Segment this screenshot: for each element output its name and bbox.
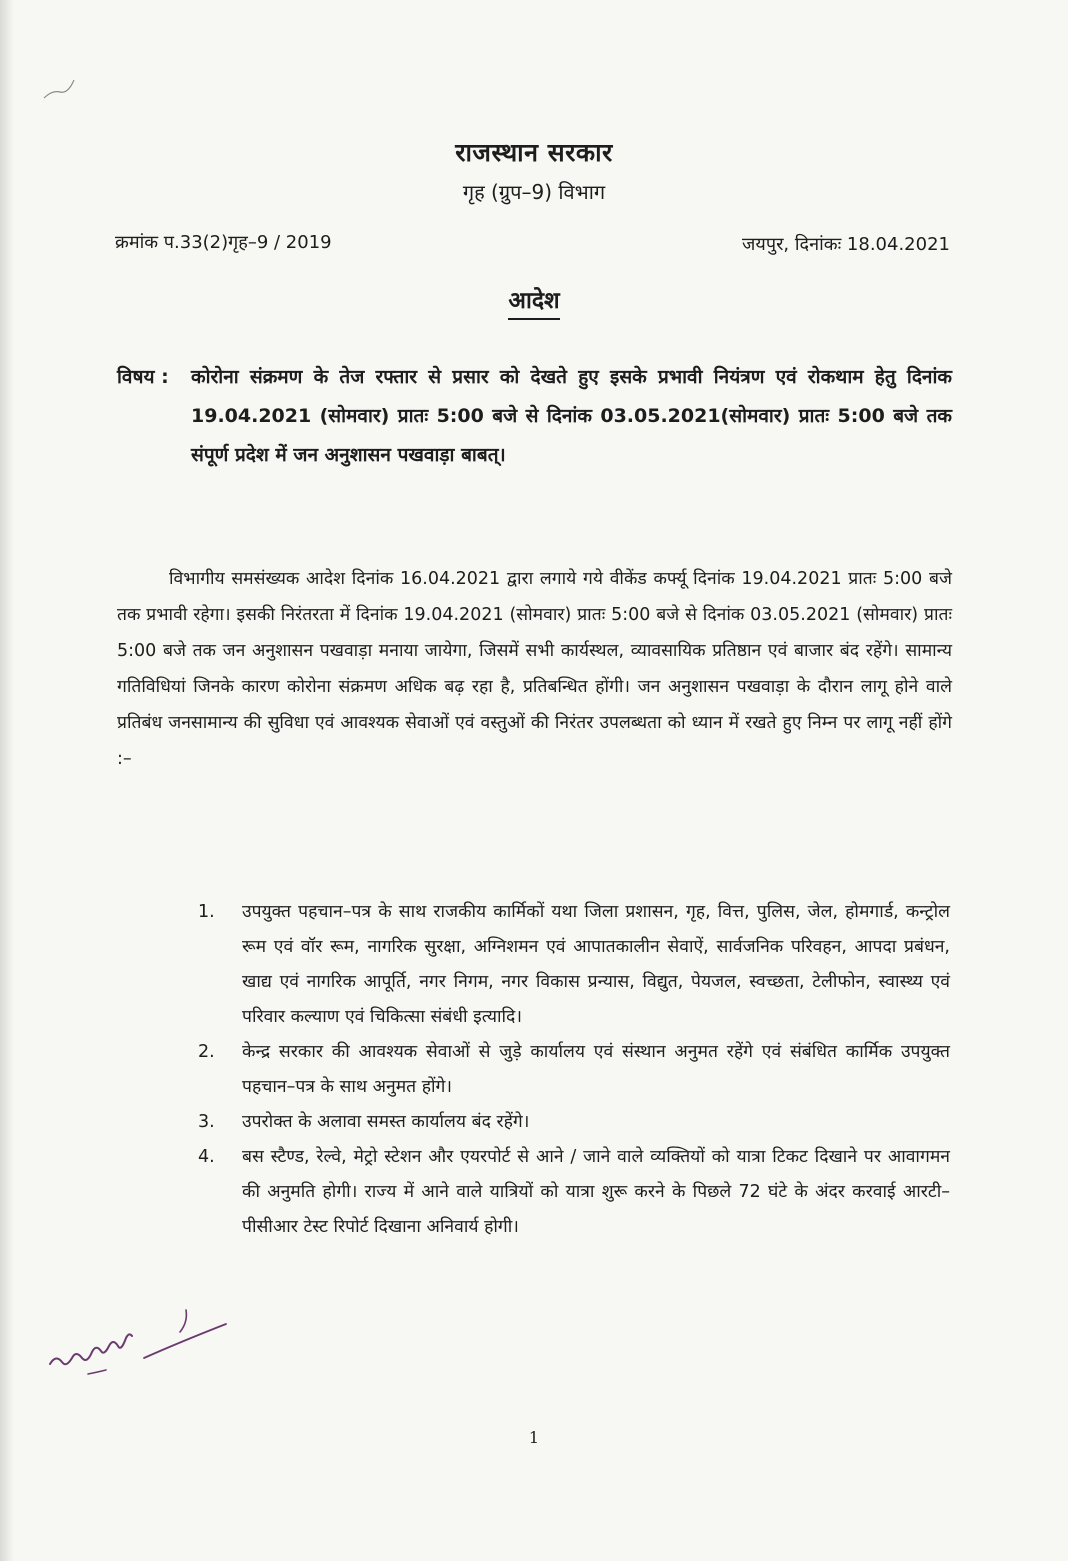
exemption-text: केन्द्र सरकार की आवश्यक सेवाओं से जुड़े कार्यालय एवं संस्थान अनुमत रहेंगे एवं संबंधित कार्मिक उपयुक्त पहचान–पत्र के साथ अनुमत होंगे। bbox=[242, 1042, 950, 1097]
handwritten-signature bbox=[40, 1302, 240, 1392]
order-date: जयपुर, दिनांकः 18.04.2021 bbox=[742, 234, 950, 255]
exemption-number: 2. bbox=[198, 1042, 215, 1062]
order-body-paragraph: विभागीय समसंख्यक आदेश दिनांक 16.04.2021 द्वारा लगाये गये वीकेंड कर्फ्यू दिनांक 19.04.2021 प्रातः 5:00 बजे तक प्रभावी रहेगा। इसकी निरंतरता में दिनांक 19.04.2021 (सोमवार) प्रातः 5:00 बजे से दिनांक 03.05.2021 (सोमवार) प्रातः 5:00 बजे तक जन अनुशासन पखवाड़ा मनाया जायेगा, जिसमें सभी कार्यस्थल, व्यावसायिक प्रतिष्ठान एवं बाजार बंद रहेंगे। सामान्य गतिविधियां जिनके कारण कोरोना संक्रमण अधिक बढ़ रहा है, प्रतिबन्धित होंगी। जन अनुशासन पखवाड़ा के दौरान लागू होने वाले प्रतिबंध जनसामान्य की सुविधा एवं आवश्यक सेवाओं एवं वस्तुओं की निरंतर उपलब्धता को ध्यान में रखते हुए निम्न पर लागू नहीं होंगे :– bbox=[117, 569, 952, 769]
order-heading-text: आदेश bbox=[508, 288, 559, 320]
exemption-text: उपरोक्त के अलावा समस्त कार्यालय बंद रहेंगे। bbox=[242, 1112, 530, 1132]
exemption-item bbox=[198, 1105, 950, 1140]
government-title: राजस्थान सरकार bbox=[455, 138, 613, 167]
exemption-item bbox=[198, 1035, 950, 1105]
exemption-item bbox=[198, 895, 950, 1035]
exemption-number: 3. bbox=[198, 1112, 215, 1132]
pen-mark-icon bbox=[40, 72, 80, 102]
exemption-text: बस स्टैण्ड, रेल्वे, मेट्रो स्टेशन और एयरपोर्ट से आने / जाने वाले व्यक्तियों को यात्रा टिकट दिखाने पर आवागमन की अनुमति होगी। राज्य में आने वाले यात्रियों को यात्रा शुरू करने के पिछले 72 घंटे के अंदर करवाई आरटी–पीसीआर टेस्ट रिपोर्ट दिखाना अनिवार्य होगी। bbox=[242, 1147, 950, 1237]
exemption-item bbox=[198, 1140, 950, 1245]
page-number: 1 bbox=[528, 1428, 540, 1447]
subject-block bbox=[117, 358, 952, 475]
reference-number: क्रमांक प.33(2)गृह–9 / 2019 bbox=[115, 232, 332, 253]
exemption-number: 4. bbox=[198, 1147, 215, 1167]
order-heading bbox=[0, 283, 1068, 315]
exemption-text: उपयुक्त पहचान–पत्र के साथ राजकीय कार्मिकों यथा जिला प्रशासन, गृह, वित्त, पुलिस, जेल, होमगार्ड, कन्ट्रोल रूम एवं वॉर रूम, नागरिक सुरक्षा, अग्निशमन एवं आपातकालीन सेवाऐं, सार्वजनिक परिवहन, आपदा प्रबंधन, खाद्य एवं नागरिक आपूर्ति, नगर निगम, नगर विकास प्रन्यास, विद्युत, पेयजल, स्वच्छता, टेलीफोन, स्वास्थ्य एवं परिवार कल्याण एवं चिकित्सा संबंधी इत्यादि। bbox=[242, 902, 950, 1027]
exemption-list bbox=[198, 895, 950, 1245]
subject-label: विषय : bbox=[117, 366, 169, 388]
subject-text: कोरोना संक्रमण के तेज रफ्तार से प्रसार को देखते हुए इसके प्रभावी नियंत्रण एवं रोकथाम हेतु दिनांक 19.04.2021 (सोमवार) प्रातः 5:00 बजे से दिनांक 03.05.2021(सोमवार) प्रातः 5:00 बजे तक संपूर्ण प्रदेश में जन अनुशासन पखवाड़ा बाबत्। bbox=[191, 366, 952, 466]
exemption-number: 1. bbox=[198, 902, 215, 922]
department-name: गृह (ग्रुप–9) विभाग bbox=[462, 180, 606, 204]
